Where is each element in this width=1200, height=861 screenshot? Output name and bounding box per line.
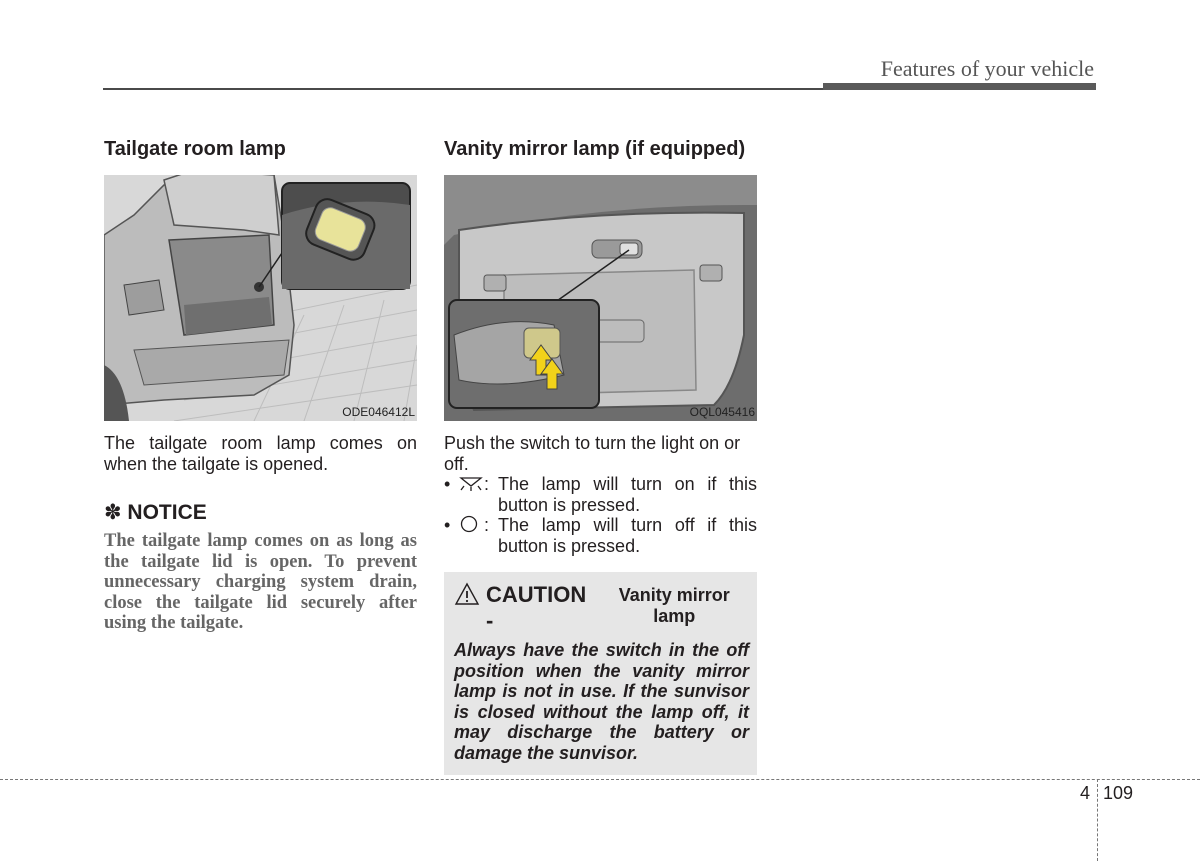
bullet-text: The lamp will turn off if this button is pressed.	[498, 515, 757, 556]
bullet: •	[444, 515, 451, 535]
sunvisor-drawing	[444, 175, 757, 421]
page-header-title: Features of your vehicle	[880, 56, 1094, 81]
vanity-mirror-lamp-section	[444, 138, 757, 775]
tailgate-lamp-illustration	[104, 175, 417, 421]
lamp-on-icon: :	[458, 474, 498, 515]
notice-title: ✽ NOTICE	[104, 501, 207, 524]
caution-label: CAUTION -	[486, 582, 587, 633]
bullet-text: The lamp will turn on if this button is pressed.	[498, 474, 757, 515]
vanity-lamp-intro: Push the switch to turn the light on or off.	[444, 433, 741, 474]
figure-code: OQL045416	[689, 405, 755, 419]
header-rule	[103, 88, 825, 90]
caution-subtitle: Vanity mirror lamp	[618, 585, 730, 626]
chapter-number: 4	[1080, 783, 1091, 803]
section-heading: Vanity mirror lamp (if equipped)	[444, 138, 746, 160]
caution-box	[444, 572, 757, 775]
caution-body: Always have the switch in the off position when the vanity mirror lamp is not in use. If the sunvisor is closed without the lamp off, it may discharge the battery or damage the sunvisor.	[454, 640, 749, 763]
list-item	[444, 474, 757, 515]
lamp-off-icon: :	[458, 515, 498, 556]
footer-divider	[0, 779, 1200, 780]
header-bar	[823, 83, 1096, 90]
bullet: •	[444, 474, 451, 494]
tailgate-lamp-section	[104, 138, 417, 634]
footer-vertical-divider	[1097, 779, 1098, 861]
page-number: 109	[1103, 783, 1134, 803]
figure-code: ODE046412L	[342, 405, 415, 419]
notice-body: The tailgate lamp comes on as long as the tailgate lid is open. To prevent unnecessary charging system drain, close the tailgate lid securely after using the tailgate.	[104, 531, 417, 633]
section-heading: Tailgate room lamp	[104, 138, 286, 160]
warning-triangle-icon	[454, 582, 480, 611]
vanity-mirror-illustration	[444, 175, 757, 421]
car-tailgate-drawing	[104, 175, 417, 421]
tailgate-lamp-description: The tailgate room lamp comes on when the tailgate is opened.	[104, 433, 417, 474]
list-item	[444, 515, 757, 556]
